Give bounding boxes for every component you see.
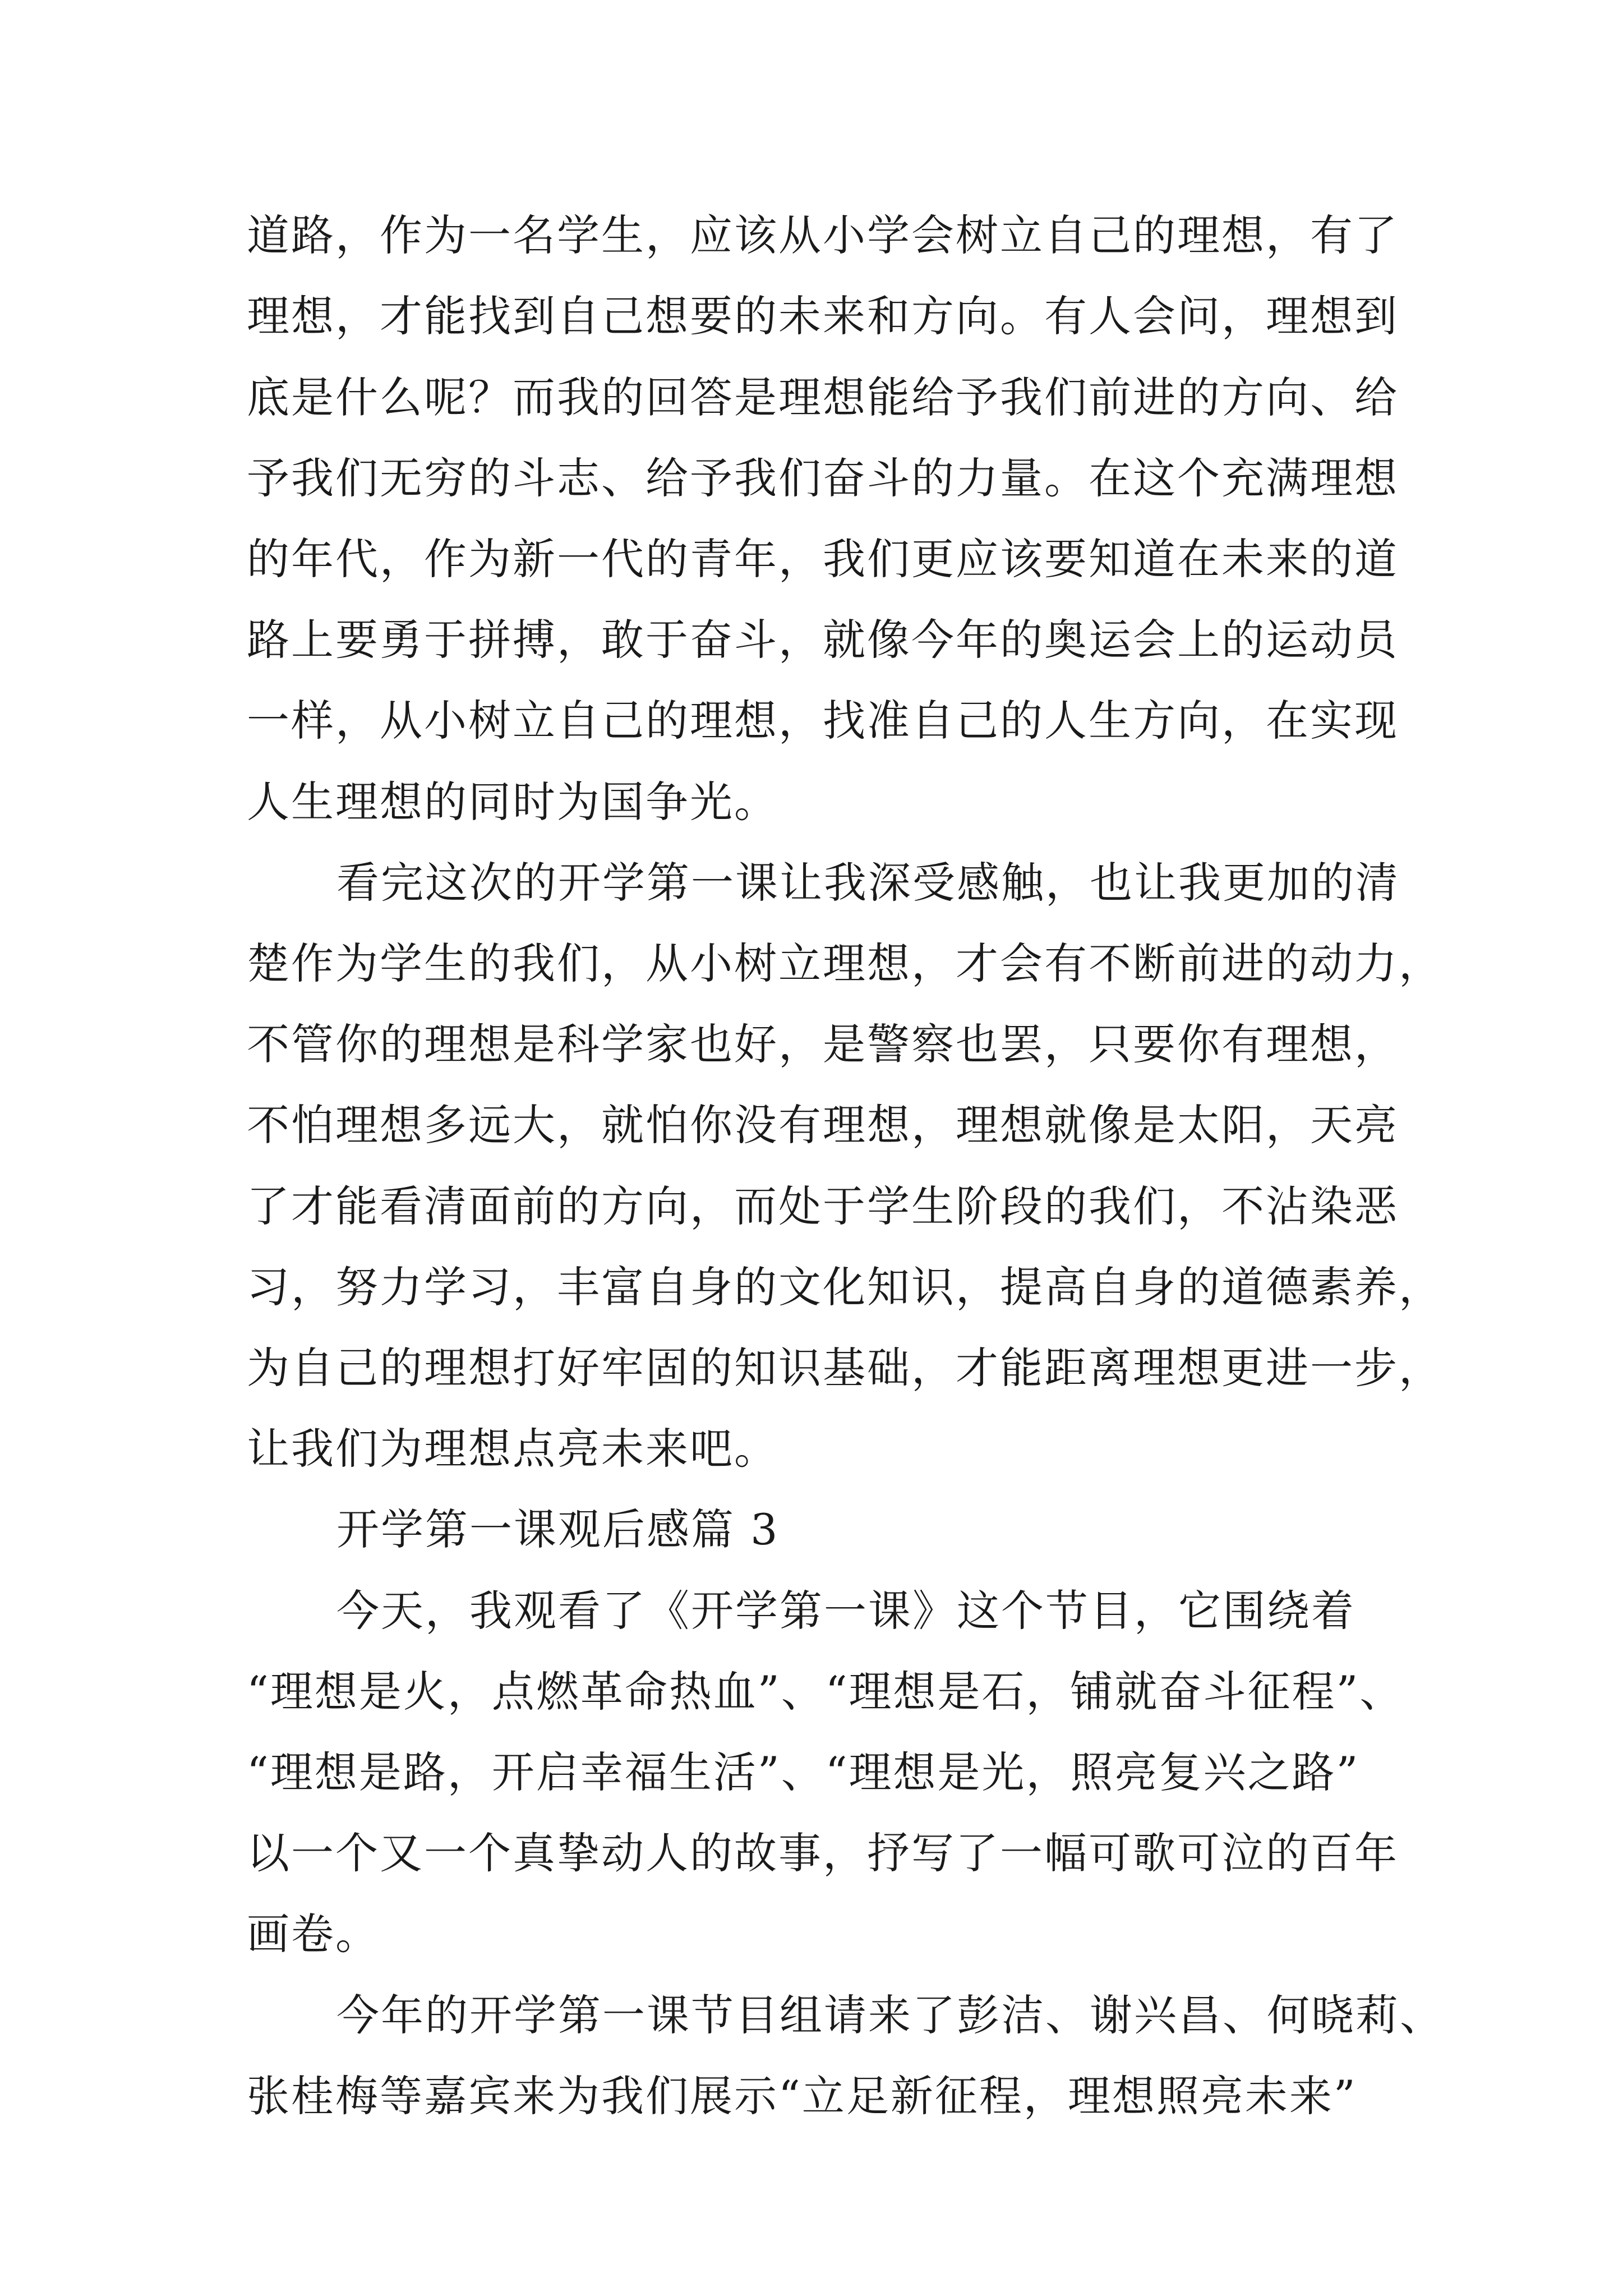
text-line: 让我们为理想点亮未来吧。 (247, 1424, 778, 1474)
paragraph-start-line: 今天，我观看了《开学第一课》这个节目，它围绕着 (336, 1586, 1355, 1636)
text-line: 为自己的理想打好牢固的知识基础，才能距离理想更进一步， (247, 1343, 1443, 1393)
text-line: 以一个又一个真挚动人的故事，抒写了一幅可歌可泣的百年 (247, 1828, 1399, 1878)
text-line: 道路，作为一名学生，应该从小学会树立自己的理想，有了 (247, 210, 1399, 260)
section-heading: 开学第一课观后感篇 3 (336, 1504, 780, 1554)
text-line: 人生理想的同时为国争光。 (247, 777, 778, 827)
text-line: 了才能看清面前的方向，而处于学生阶段的我们，不沾染恶 (247, 1181, 1399, 1231)
paragraph-start-line: 看完这次的开学第一课让我深受感触，也让我更加的清 (336, 858, 1400, 908)
text-line: 一样，从小树立自己的理想，找准自己的人生方向，在实现 (247, 696, 1399, 746)
text-line: 不管你的理想是科学家也好，是警察也罢，只要你有理想， (247, 1019, 1399, 1069)
text-line: 不怕理想多远大，就怕你没有理想，理想就像是太阳，天亮 (247, 1100, 1399, 1150)
text-line: 的年代，作为新一代的青年，我们更应该要知道在未来的道 (247, 534, 1399, 584)
text-line: 底是什么呢？而我的回答是理想能给予我们前进的方向、给 (247, 372, 1399, 422)
text-line: 张桂梅等嘉宾来为我们展示“立足新征程，理想照亮未来” (247, 2071, 1357, 2121)
text-line: 习，努力学习，丰富自身的文化知识，提高自身的道德素养， (247, 1262, 1443, 1312)
text-line: “理想是路，开启幸福生活”、“理想是光，照亮复兴之路” (247, 1747, 1360, 1797)
text-line: 楚作为学生的我们，从小树立理想，才会有不断前进的动力， (247, 938, 1443, 988)
paragraph-start-line: 今年的开学第一课节目组请来了彭洁、谢兴昌、何晓莉、 (336, 1990, 1444, 2040)
text-line: 理想，才能找到自己想要的未来和方向。有人会问，理想到 (247, 291, 1399, 341)
text-line: 予我们无穷的斗志、给予我们奋斗的力量。在这个充满理想 (247, 453, 1399, 503)
text-line: 画卷。 (247, 1909, 380, 1959)
text-line: 路上要勇于拼搏，敢于奋斗，就像今年的奥运会上的运动员 (247, 615, 1399, 665)
text-line: “理想是火，点燃革命热血”、“理想是石，铺就奋斗征程”、 (247, 1667, 1404, 1717)
